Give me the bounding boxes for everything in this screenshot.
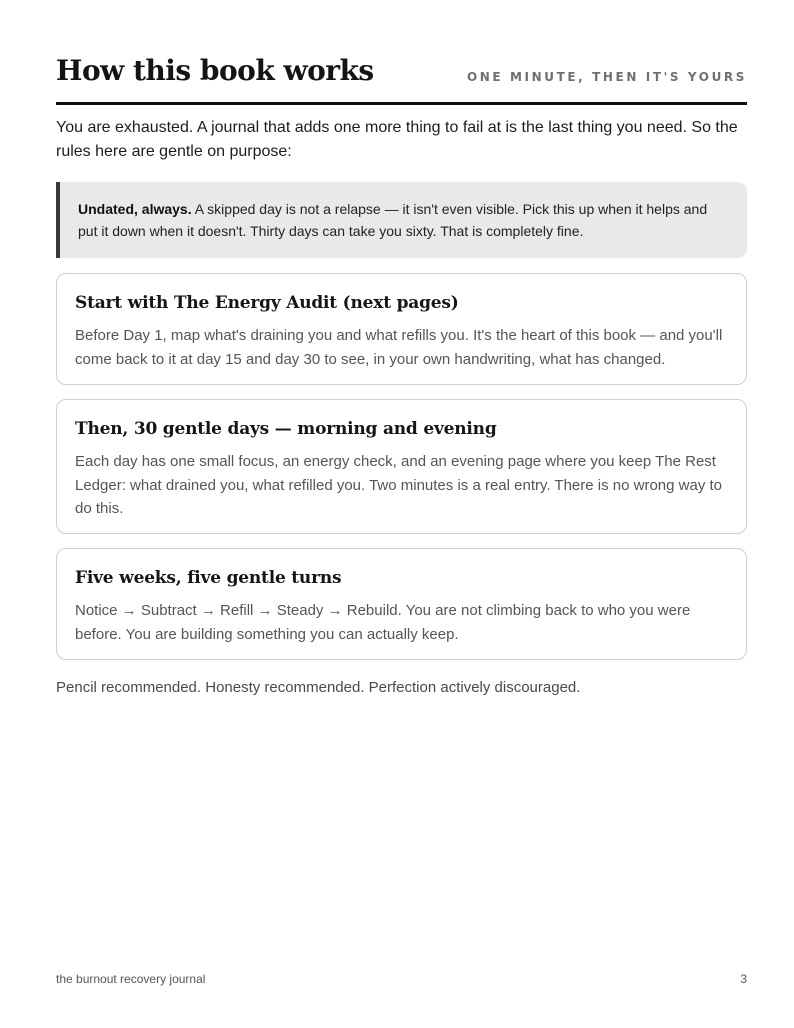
page-kicker: ONE MINUTE, THEN IT'S YOURS	[466, 70, 747, 84]
card-title: Start with The Energy Audit (next pages)	[75, 293, 459, 313]
card-five-weeks	[56, 548, 747, 660]
card-title: Five weeks, five gentle turns	[75, 568, 342, 588]
callout-lead: Undated, always.	[78, 201, 192, 217]
card-energy-audit	[56, 273, 747, 385]
intro-paragraph: You are exhausted. A journal that adds one more thing to fail at is the last thing you need. So the rules here are gentle on purpose:	[56, 119, 738, 160]
card-body: Before Day 1, map what's draining you and what refills you. It's the heart of this book — and you'll come back to it at day 15 and day 30 to see, in your own handwriting, what has changed.	[75, 327, 723, 368]
card-body: Each day has one small focus, an energy check, and an evening page where you keep The Rest Ledger: what drained you, what refilled you. Two minutes is a real entry. There is no wrong way to do this.	[75, 453, 723, 517]
footer-page-number: 3	[740, 972, 747, 986]
card-body: Notice → Subtract → Refill → Steady → Rebuild. You are not climbing back to who you were before. You are building something you can actually keep.	[75, 602, 691, 643]
page-header	[56, 52, 747, 105]
card-thirty-days	[56, 399, 747, 534]
page-title: How this book works	[56, 54, 374, 87]
closing-line: Pencil recommended. Honesty recommended. Perfection actively discouraged.	[56, 679, 581, 696]
callout-box	[56, 182, 747, 258]
card-title: Then, 30 gentle days — morning and evening	[75, 419, 497, 439]
footer-book-name: the burnout recovery journal	[56, 972, 206, 986]
callout-text: A skipped day is not a relapse — it isn't even visible. Pick this up when it helps and put it down when it doesn't. Thirty days can take you sixty. That is completely fine.	[78, 201, 708, 239]
